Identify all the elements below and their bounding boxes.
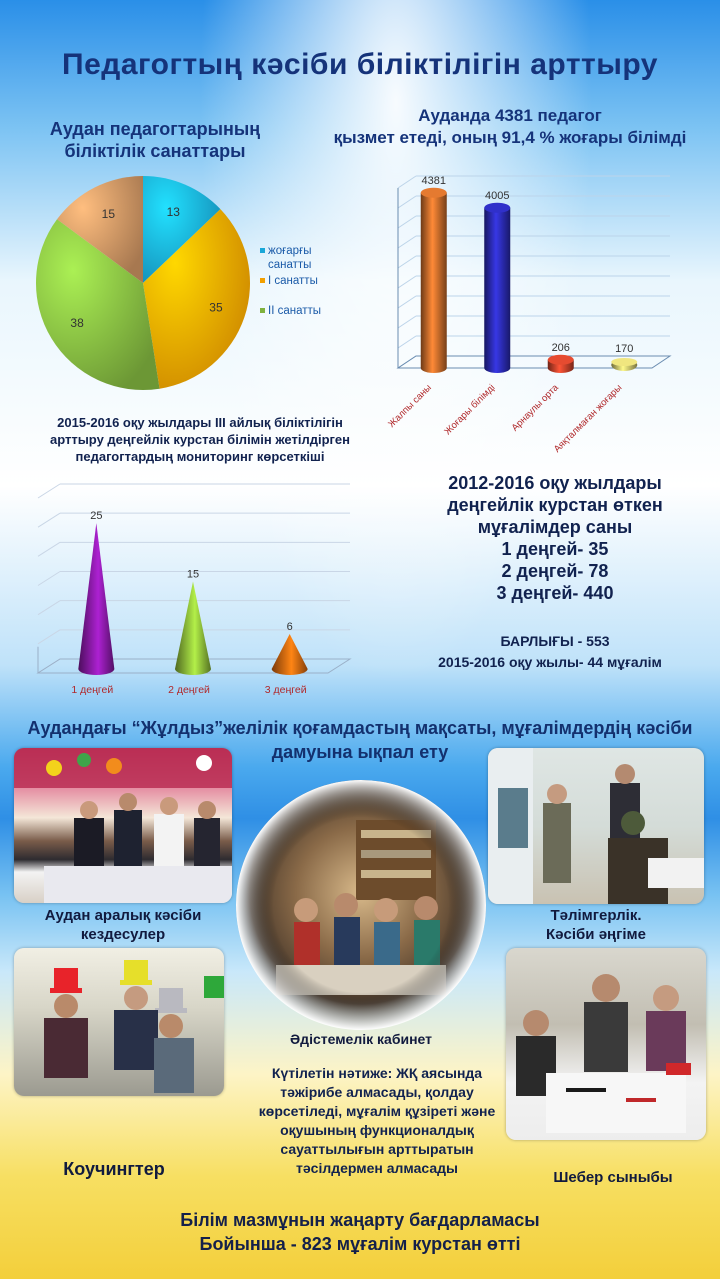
bar-value-label: 4005 bbox=[485, 189, 510, 202]
bar-value-label: 4381 bbox=[421, 174, 446, 187]
stats-line3: мұғалімдер саны bbox=[477, 517, 633, 537]
bar-category-label: Жоғары білімді bbox=[442, 382, 498, 438]
pie-slice-label: 38 bbox=[70, 315, 84, 330]
result-line4: оқушының функционалдық bbox=[280, 1122, 474, 1138]
cone-chart-heading bbox=[0, 414, 400, 465]
pie-slice-label: 15 bbox=[101, 207, 116, 222]
grid-line bbox=[398, 296, 416, 308]
stats-line2: деңгейлік курстан өткен bbox=[447, 495, 663, 515]
grid-line bbox=[38, 630, 60, 644]
bar-chart bbox=[370, 168, 690, 463]
cone-heading-line3: педагогтардың мониторинг көрсеткіші bbox=[75, 449, 325, 464]
caption-coaching: Коучингтер bbox=[63, 1159, 165, 1179]
caption-meetings-line1: Аудан аралық кәсіби bbox=[44, 907, 202, 924]
result-line6: тәсілдермен алмасады bbox=[296, 1160, 458, 1176]
grid-line bbox=[398, 316, 416, 328]
bar-value-label: 170 bbox=[615, 343, 634, 356]
stats-year: 2015-2016 оқу жылы- 44 мұғалім bbox=[438, 654, 662, 670]
master-class-image bbox=[506, 948, 706, 1140]
stats-line4: 1 деңгей- 35 bbox=[501, 539, 609, 559]
grid-line bbox=[38, 601, 60, 615]
coaching-image bbox=[14, 948, 224, 1096]
grid-line bbox=[398, 196, 416, 208]
cone-value-label: 25 bbox=[90, 510, 103, 523]
cone-value-label: 15 bbox=[186, 568, 200, 581]
bar-category-label: Арнаулы орта bbox=[509, 382, 561, 434]
caption-meetings-line2: кездесулер bbox=[80, 926, 166, 943]
expected-result bbox=[232, 1064, 522, 1178]
caption-meetings bbox=[14, 906, 232, 944]
grid-line bbox=[38, 572, 60, 586]
meeting-people-image bbox=[14, 748, 232, 903]
page-title: Педагогтың кәсіби біліктілігін арттыру bbox=[62, 48, 658, 81]
grid-line bbox=[398, 236, 416, 248]
grid-line bbox=[398, 276, 416, 288]
network-line1: Аудандағы “Жұлдыз”желілік қоғамдастың мақсаты, мұғалімдердің кәсіби bbox=[27, 718, 693, 738]
caption-methodical-cabinet: Әдістемелік кабинет bbox=[290, 1031, 432, 1047]
photo-mentoring bbox=[488, 748, 704, 904]
bar bbox=[421, 193, 447, 373]
bar-heading-line1: Ауданда 4381 педагог bbox=[418, 106, 602, 125]
bar-value-label: 206 bbox=[551, 341, 570, 354]
result-line5: сауаттылығын арттыратын bbox=[280, 1141, 474, 1157]
grid-line bbox=[398, 256, 416, 268]
pie-slice-label: 35 bbox=[209, 300, 223, 315]
stats-line5: 2 деңгей- 78 bbox=[501, 561, 609, 581]
mentoring-image bbox=[488, 748, 704, 904]
grid-line bbox=[398, 336, 416, 348]
result-line1: Күтілетін нәтиже: ЖҚ аясында bbox=[271, 1065, 483, 1081]
footer-line1: Білім мазмұнын жаңарту бағдарламасы bbox=[180, 1210, 540, 1230]
cone-category-label: 3 деңгей bbox=[264, 684, 307, 696]
bar-top bbox=[548, 355, 574, 365]
legend-swatch bbox=[260, 248, 265, 253]
caption-mentoring-line1: Тәлімгерлік. bbox=[550, 907, 642, 924]
grid-line bbox=[38, 513, 60, 527]
caption-master-class: Шебер сыныбы bbox=[553, 1169, 673, 1186]
bar-top bbox=[484, 203, 510, 213]
cone-heading-line1: 2015-2016 оқу жылдары ІІІ айлық біліктілігін bbox=[57, 415, 343, 430]
grid-line bbox=[398, 176, 416, 188]
bar-top bbox=[421, 188, 447, 198]
pie-title bbox=[20, 118, 290, 162]
pie-slice-label: 13 bbox=[166, 205, 180, 220]
legend-swatch bbox=[260, 308, 265, 313]
legend-label: ІІ санатты bbox=[268, 305, 322, 317]
result-line2: тәжірибе алмасады, қолдау bbox=[280, 1084, 474, 1100]
photo-coaching bbox=[14, 948, 224, 1096]
cone-chart bbox=[20, 480, 370, 715]
cone-heading-line2: арттыру деңгейлік курстан білімін жетілдірген bbox=[49, 432, 351, 447]
bar-category-label: Жалпы саны bbox=[386, 382, 434, 431]
legend-label: жоғарғы санатты bbox=[268, 245, 312, 271]
bar bbox=[484, 208, 510, 373]
stats-line6: 3 деңгей- 440 bbox=[496, 583, 614, 603]
cabinet-image bbox=[236, 780, 486, 1030]
footer-note bbox=[0, 1208, 720, 1256]
result-line3: көрсетіледі, мұғалім құзіреті және bbox=[258, 1103, 496, 1119]
caption-mentoring-line2: Кәсіби әңгіме bbox=[546, 926, 646, 943]
caption-mentoring bbox=[488, 906, 704, 944]
stats-line1: 2012-2016 оқу жылдары bbox=[448, 473, 662, 493]
footer-line2: Бойынша - 823 мұғалім курстан өтті bbox=[199, 1234, 521, 1254]
cone bbox=[78, 523, 114, 675]
grid-line bbox=[38, 542, 60, 556]
cone-category-label: 2 деңгей bbox=[168, 684, 210, 696]
network-line2: дамуына ықпал ету bbox=[271, 742, 449, 762]
pie-chart bbox=[20, 170, 360, 400]
bar-top bbox=[611, 358, 637, 366]
legend-label: І санатты bbox=[268, 275, 318, 287]
photo-master-class bbox=[506, 948, 706, 1140]
grid-line bbox=[38, 484, 60, 498]
photo-methodical-cabinet bbox=[236, 780, 486, 1030]
cone-value-label: 6 bbox=[286, 621, 293, 633]
cone bbox=[175, 582, 211, 676]
stats-total: БАРЛЫҒЫ - 553 bbox=[500, 633, 610, 649]
bar-chart-heading bbox=[300, 105, 720, 149]
bar-category-label: Аяқталмаған жоғары bbox=[551, 382, 625, 455]
cone-category-label: 1 деңгей bbox=[71, 684, 114, 696]
photo-meetings bbox=[14, 748, 232, 903]
pie-title-line1: Аудан педагогтарының bbox=[49, 119, 261, 139]
bar-heading-line2: қызмет етеді, оның 91,4 % жоғары білімді bbox=[333, 128, 687, 147]
cone bbox=[272, 634, 308, 675]
course-stats bbox=[395, 472, 715, 604]
grid-line bbox=[398, 216, 416, 228]
pie-title-line2: біліктілік санаттары bbox=[64, 141, 246, 161]
legend-swatch bbox=[260, 278, 265, 283]
